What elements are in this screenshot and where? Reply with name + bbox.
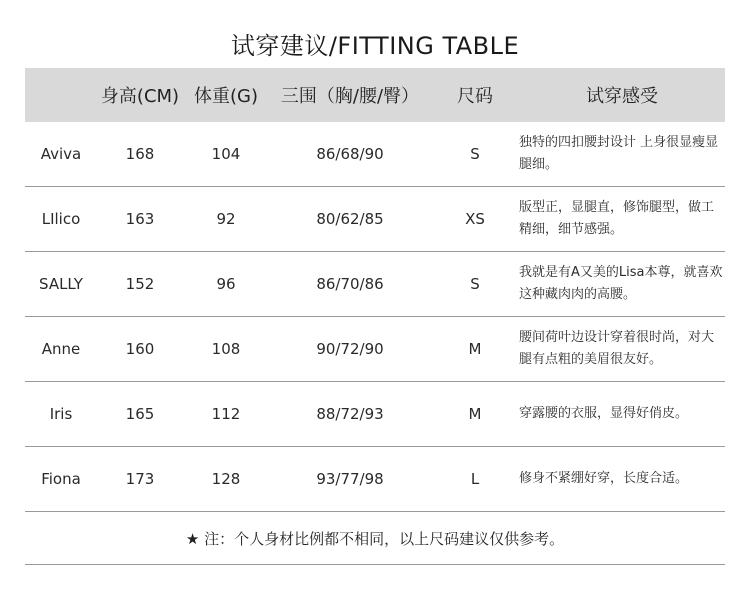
model-height: 165 — [125, 405, 155, 423]
fitting-table — [25, 68, 725, 565]
header-size: 尺码 — [457, 86, 493, 107]
model-size: XS — [465, 210, 485, 228]
model-name: Iris — [49, 405, 73, 423]
model-height: 160 — [125, 340, 155, 358]
model-name: Fiona — [41, 470, 81, 488]
model-measurements: 88/72/93 — [316, 405, 384, 423]
page-title: 试穿建议/FITTING TABLE — [230, 32, 520, 60]
model-comment: 独特的四扣腰封设计 上身很显瘦显腿细。 — [519, 135, 719, 172]
model-name: Anne — [41, 340, 81, 358]
model-size: M — [468, 405, 482, 423]
header-name — [25, 68, 97, 122]
model-height: 152 — [125, 275, 155, 293]
model-comment: 腰间荷叶边设计穿着很时尚，对大腿有点粗的美眉很友好。 — [519, 330, 715, 367]
model-name: Aviva — [40, 145, 82, 163]
table-row — [25, 382, 725, 447]
model-weight: 128 — [211, 470, 241, 488]
model-name: LIlico — [41, 210, 81, 228]
model-size: M — [468, 340, 482, 358]
header-measurements: 三围（胸/腰/臀） — [280, 86, 420, 107]
model-weight: 96 — [216, 275, 236, 293]
model-weight: 108 — [211, 340, 241, 358]
table-row — [25, 447, 725, 512]
model-comment: 穿露腰的衣服，显得好俏皮。 — [519, 406, 689, 421]
model-height: 168 — [125, 145, 155, 163]
model-size: S — [470, 275, 480, 293]
model-name: SALLY — [39, 275, 83, 293]
table-header — [25, 68, 725, 122]
model-weight: 104 — [211, 145, 241, 163]
header-comment: 试穿感受 — [586, 86, 658, 107]
table-row — [25, 252, 725, 317]
model-measurements: 86/70/86 — [316, 275, 384, 293]
model-height: 163 — [125, 210, 155, 228]
footnote: ★ 注：个人身材比例都不相同，以上尺码建议仅供参考。 — [25, 512, 725, 565]
model-height: 173 — [125, 470, 155, 488]
model-measurements: 86/68/90 — [316, 145, 384, 163]
header-height: 身高(CM) — [100, 86, 180, 107]
model-measurements: 80/62/85 — [316, 210, 384, 228]
model-comment: 修身不紧绷好穿，长度合适。 — [519, 471, 689, 486]
model-comment: 版型正，显腿直，修饰腿型，做工精细，细节感强。 — [519, 200, 715, 237]
model-measurements: 90/72/90 — [316, 340, 384, 358]
table-row — [25, 187, 725, 252]
table-row — [25, 317, 725, 382]
model-weight: 112 — [211, 405, 241, 423]
header-weight: 体重(G) — [194, 86, 258, 107]
model-comment: 我就是有A又美的Lisa本尊，就喜欢这种藏肉肉的高腰。 — [519, 265, 723, 302]
model-size: L — [470, 470, 480, 488]
model-weight: 92 — [216, 210, 236, 228]
table-row — [25, 122, 725, 187]
model-measurements: 93/77/98 — [316, 470, 384, 488]
model-size: S — [470, 145, 480, 163]
